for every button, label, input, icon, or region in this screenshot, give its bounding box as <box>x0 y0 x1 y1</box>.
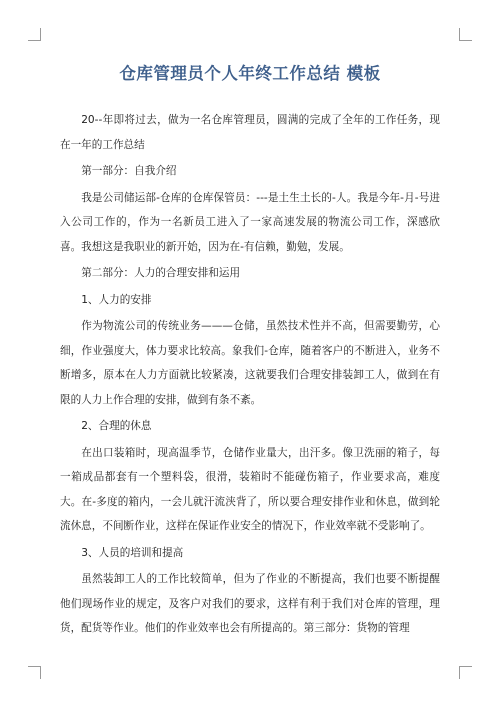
reasonable-rest-paragraph: 在出口装箱时，现高温季节，仓储作业量大，出汗多。像卫洗丽的箱子，每一箱成品都套有一个塑料袋，很滑，装箱时不能碰伤箱子，作业要求高，难度大。在-多度的箱内，一会儿就汗流浃背了，所以要合理安排作业和休息，做到轮流休息，不间断作业，这样在保证作业安全的情况下，作业效率就不受影响了。 <box>60 446 440 532</box>
subheading-manpower-arrangement: 1、人力的安排 <box>81 293 152 306</box>
training-paragraph: 虽然装卸工人的工作比较简单，但为了作业的不断提高，我们也要不断提醒他们现场作业的规定，及客户对我们的要求，这样有利于我们对仓库的管理，理货，配货等作业。他们的作业效率也会有所提高的。第三部分：货物的管理 <box>60 573 440 634</box>
document-title: 仓库管理员个人年终工作总结 模板 <box>119 64 381 83</box>
intro-paragraph: 20--年即将过去，做为一名仓库管理员，圆满的完成了全年的工作任务，现在一年的工作总结 <box>60 114 440 151</box>
subheading-reasonable-rest: 2、合理的休息 <box>81 420 152 432</box>
manpower-arrangement-paragraph: 作为物流公司的传统业务———仓储，虽然技术性并不高，但需要勤劳，心细，作业强度大，体力要求比较高。象我们-仓库，随着客户的不断进入，业务不断增多，原本在人力方面就比较紧凑，这就要我们合理安排装卸工人，做到在有限的人力上作合理的安排，做到有条不紊。 <box>60 320 440 406</box>
section-heading-self-intro: 第一部分：自我介绍 <box>81 165 177 177</box>
crop-mark-bottom-left <box>28 666 41 679</box>
crop-mark-bottom-right <box>459 666 472 679</box>
section-heading-manpower: 第二部分：人力的合理安排和运用 <box>81 267 241 279</box>
self-intro-paragraph: 我是公司储运部-仓库的仓库保管员：---是土生土长的-人。我是今年-月-号进入公司工作的，作为一名新员工进入了一家高速发展的物流公司工作，深感欣喜。我想这是我职业的新开始，因为在-有信赖，勤勉，发展。 <box>60 191 440 253</box>
crop-mark-top-right <box>459 28 472 41</box>
crop-mark-top-left <box>28 28 41 41</box>
subheading-training: 3、人员的培训和提高 <box>81 546 184 559</box>
document-page <box>60 62 440 643</box>
